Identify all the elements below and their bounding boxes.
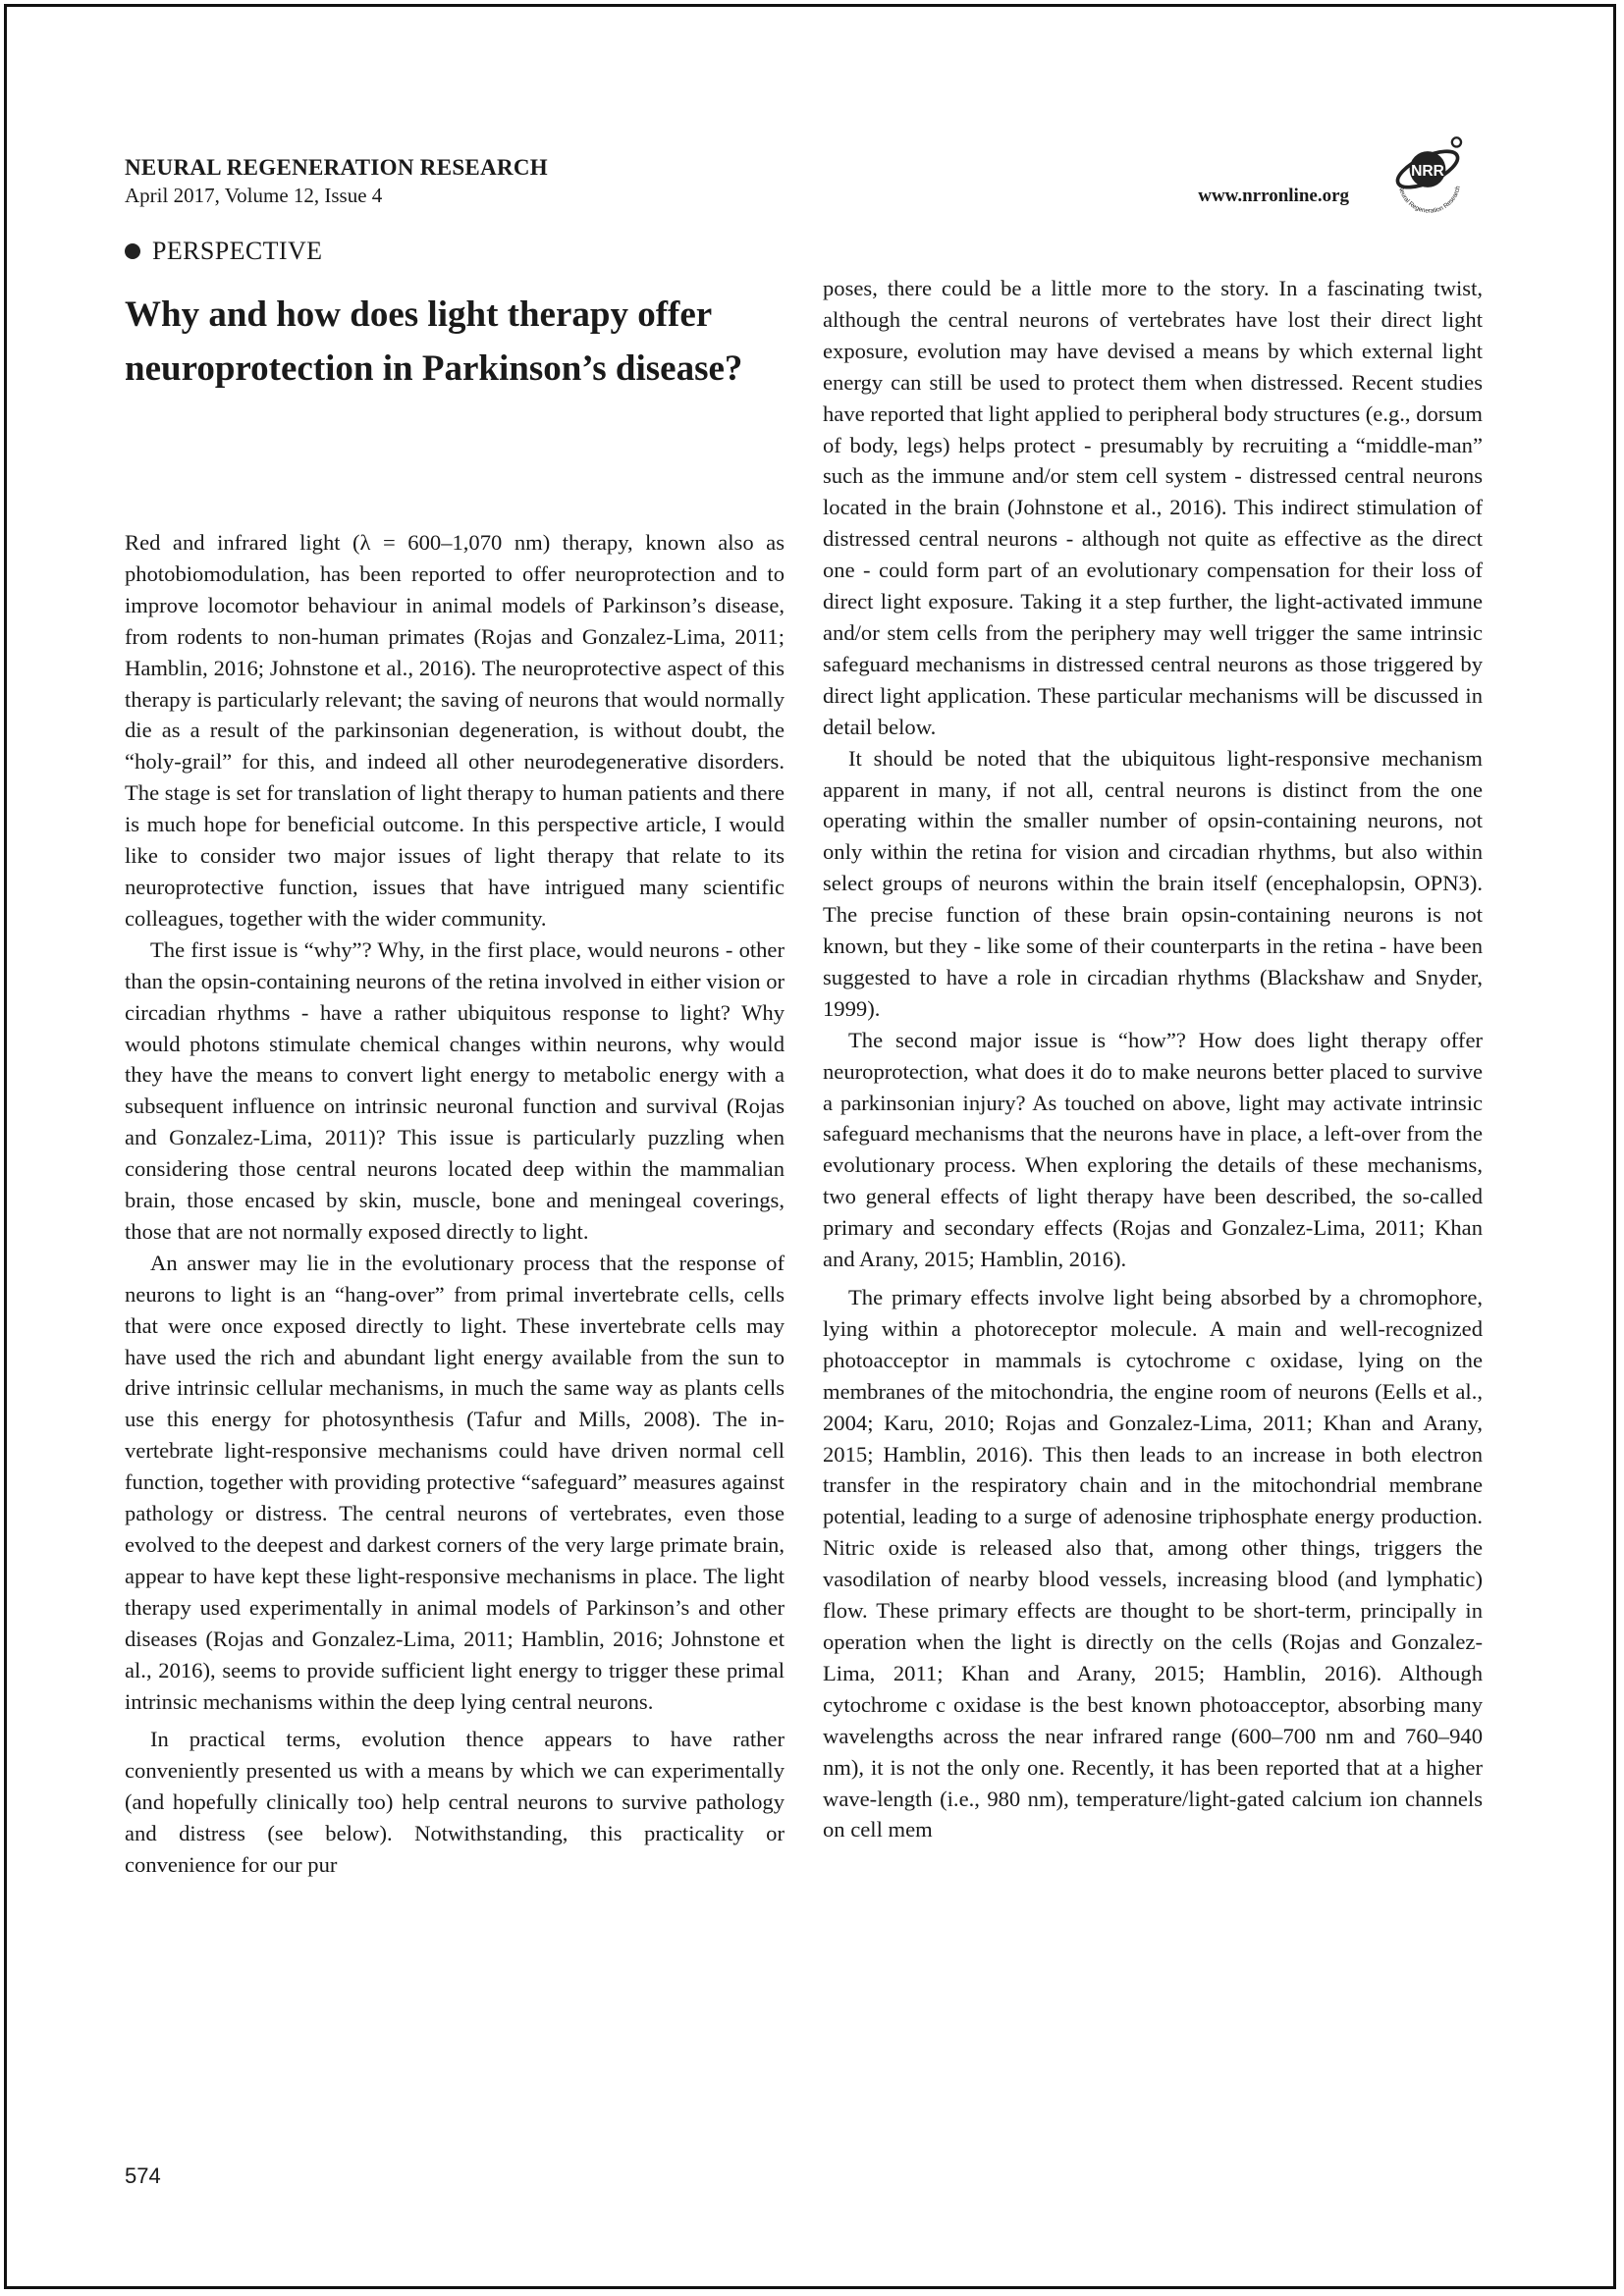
paragraph: Red and infrared light (λ = 600–1,070 nm) therapy, known also as photobiomodulation, has been reported to offer neuroprotection and to improve locomotor behaviour in animal models of Parkinson’s disease, from rodents to non-human primates (Rojas and Gonzalez-Lima, 2011; Hamblin, 2016; Johnstone et al., 2016). The neuroprotective aspect of this therapy is particularly relevant; the saving of neurons that would normally die as a result of the parkinsonian degeneration, is without doubt, the “holy-grail” for this, and indeed all other neurodegenerative disorders. The stage is set for translation of light therapy to human patients and there is much hope for beneficial outcome. In this perspective article, I would like to consider two major issues of light therapy that relate to its neuroprotective function, issues that have intrigued many scientific colleagues, together with the wider community. [125,530,785,931]
logo-ring-text: Neural Regeneration Research [1396,185,1462,215]
left-column [125,527,785,1881]
nrr-logo-icon [1382,130,1473,220]
right-column [823,273,1483,1845]
paragraph: The second major issue is “how”? How does light therapy offer neuroprotection, what does it do to make neurons better placed to survive a parkinsonian injury? As touched on above, light may activate intrinsic safeguard mechanisms that the neurons have in place, a left-over from the evolutionary process. When exploring the details of these mechanisms, two general effects of light therapy have been described, the so-called primary and secondary effects (Rojas and Gonzalez-Lima, 2011; Khan and Arany, 2015; Hamblin, 2016). [823,1027,1483,1272]
bullet-icon [125,243,140,259]
paragraph: poses, there could be a little more to the story. In a fascinating twist, although the central neurons of vertebrates have lost their direct light exposure, evolution may have devised a means by which external light energy can still be used to protect them when distressed. Recent studies have reported that light applied to peripheral body structures (e.g., dorsum of body, legs) helps protect - presumably by recruiting a “middle-man” such as the immune and/or stem cell system - distressed central neurons located in the brain (Johnstone et al., 2016). This indirect stimulation of distressed central neurons - although not quite as effective as the direct one - could form part of an evolutionary compensation for their loss of direct light exposure. Taking it a step further, the light-activated immune and/or stem cells from the periphery may well trigger the same intrinsic safeguard mechanisms in distressed central neurons as those triggered by direct light application. These particular mechanisms will be discussed in detail below. [823,276,1483,739]
logo-text: NRR [1411,162,1444,180]
paragraph: The primary effects involve light being absorbed by a chromophore, lying within a photoreceptor molecule. A main and well-recognized photoacceptor in mammals is cytochrome c oxidase, lying on the membranes of the mitochondria, the engine room of neurons (Eells et al., 2004; Karu, 2010; Rojas and Gonzalez-Lima, 2011; Khan and Arany, 2015; Hamblin, 2016). This then leads to an increase in both electron transfer in the respiratory chain and in the mitochondrial membrane potential, leading to a surge of adenosine triphosphate energy production. Nitric oxide is released also that, among other things, triggers the vasodilation of nearby blood vessels, increasing blood (and lymphatic) flow. These primary effects are thought to be short-term, principally in operation when the light is directly on the cells (Rojas and Gonzalez-Lima, 2011; Khan and Arany, 2015; Hamblin, 2016). Although cytochrome c oxidase is the best known photoacceptor, absorbing many wavelengths across the near infrared range (600–700 nm and 760–940 nm), it is not the only one. Recently, it has been reported that at a higher wave-length (i.e., 980 nm), temperature/light-gated calcium ion channels on cell mem [823,1285,1483,1842]
section-label-text: PERSPECTIVE [152,237,323,265]
page-number: 574 [125,2163,161,2188]
journal-name: NEURAL REGENERATION RESEARCH [125,155,548,180]
journal-website[interactable]: www.nrronline.org [1198,186,1349,206]
paragraph: The first issue is “why”? Why, in the first place, would neurons - other than the opsin-containing neurons of the retina involved in either vision or circadian rhythms - have a rather ubiquitous response to light? Why would photons stimulate chemical changes within neurons, why would they have the means to convert light energy to metabolic energy with a subsequent influence on intrinsic neuronal function and survival (Rojas and Gonzalez-Lima, 2011)? This issue is particularly puzzling when considering those central neurons located deep within the mammalian brain, those encased by skin, muscle, bone and meningeal coverings, those that are not normally exposed directly to light. [125,936,785,1244]
paragraph: It should be noted that the ubiquitous light-responsive mechanism apparent in many, if not all, central neurons is distinct from the one operating within the smaller number of opsin-containing neurons, not only within the retina for vision and circadian rhythms, but also within select groups of neurons within the brain itself (encephalopsin, OPN3). The precise function of these brain opsin-containing neurons is not known, but they - like some of their counterparts in the retina - have been suggested to have a role in circadian rhythms (Blackshaw and Snyder, 1999). [823,745,1483,1021]
journal-header [125,154,548,209]
section-label [125,237,322,266]
paragraph: An answer may lie in the evolutionary process that the response of neurons to light is an “hang-over” from primal invertebrate cells, cells that were once exposed directly to light. These invertebrate cells may have used the rich and abundant light energy available from the sun to drive intrinsic cellular mechanisms, in much the same way as plants cells use this energy for photosynthesis (Tafur and Mills, 2008). The invertebrate light-responsive mechanisms could have driven normal cell function, together with providing protective “safeguard” measures against pathology or distress. The central neurons of vertebrates, even those evolved to the deepest and darkest corners of the very large primate brain, appear to have kept these light-responsive mechanisms in place. The light therapy used experimentally in animal models of Parkinson’s and other diseases (Rojas and Gonzalez-Lima, 2011; Hamblin, 2016; Johnstone et al., 2016), seems to provide sufficient light energy to trigger these primal intrinsic mechanisms within the deep lying central neurons. [125,1250,785,1714]
journal-issue: April 2017, Volume 12, Issue 4 [125,184,383,207]
article-title: Why and how does light therapy offer neuroprotection in Parkinson’s disease? [125,294,743,389]
paragraph: In practical terms, evolution thence appears to have rather conveniently presented us with a means by which we can experimentally (and hopefully clinically too) help central neurons to survive pathology and distress (see below). Notwithstanding, this practicality or convenience for our pur [125,1727,785,1878]
